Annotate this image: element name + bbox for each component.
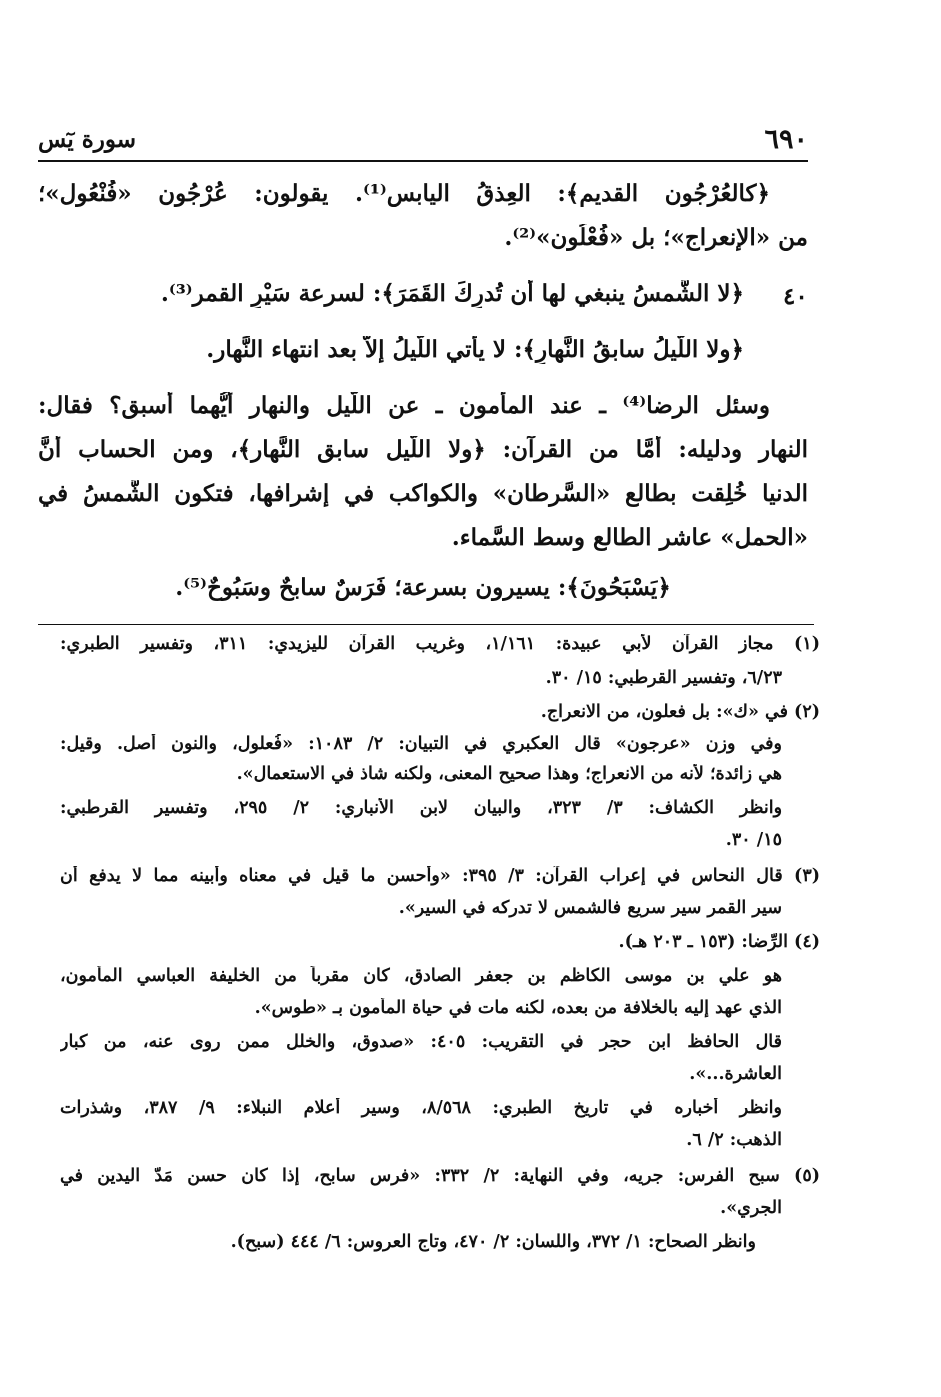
footnote-line: (١) مجاز القرآن لأبي عبيدة: ١/١٦١، وغريب القرآن لليزيدي: ٣١١، وتفسير الطبري: bbox=[60, 634, 820, 654]
footnote-line: وفي وزن «عرجون» قال العكبري في التبيان: ٢/ ١٠٨٣: «فُعلول، والنون أصل. وقيل: bbox=[60, 734, 782, 754]
main-line: ﴿ولا اللَّيلُ سابقُ النَّهارِ﴾: لا يأتي اللَّيلُ إلاَّ بعد انتهاء النَّهار. bbox=[206, 336, 744, 363]
verse-number: ٤٠ bbox=[783, 283, 808, 310]
footnote-line: سير القمر سير سريع فالشمس لا تدركه في السير». bbox=[398, 898, 782, 918]
main-line: ﴿كالعُرْجُون القديم﴾: العِذقُ اليابس⁽¹⁾. يقولون: عُرْجُون «فُنْعُول»؛ bbox=[38, 180, 770, 207]
main-line: ﴿يَسْبَحُونَ﴾: يسيرون بسرعة؛ فَرَسٌ سابحٌ وسَبُوحٌ⁽⁵⁾. bbox=[175, 574, 671, 601]
footnote-line: الجري». bbox=[720, 1198, 782, 1218]
footnote-line: وانظر أخباره في تاريخ الطبري: ٨/٥٦٨، وسير أعلام النبلاء: ٩/ ٣٨٧، وشذرات bbox=[60, 1098, 782, 1118]
footnote-line: ٦/٢٣، وتفسير القرطبي: ١٥/ ٣٠. bbox=[545, 668, 782, 688]
main-line: من «الإنعراج»؛ بل «فُعْلُون»⁽²⁾. bbox=[504, 224, 808, 251]
footnote-line: (٣) قال النحاس في إعراب القرآن: ٣/ ٣٩٥: «وأحسن ما قيل في معناه وأبينه مما لا يدفع أن bbox=[60, 866, 820, 886]
page-number: ٦٩٠ bbox=[764, 124, 808, 155]
footnote-line: (٥) سبح الفرس: جريه، وفي النهاية: ٢/ ٣٣٢: «فرس سابح، إذا كان حسن مَدّ اليدين في bbox=[60, 1166, 820, 1186]
main-line: «الحمل» عاشر الطالع وسط السَّماء. bbox=[451, 524, 808, 551]
footnote-line: (٤) الرِّضا: (١٥٣ ـ ٢٠٣ هـ). bbox=[618, 932, 820, 952]
footnote-line: (٢) في «ك»: بل فعلون، من الانعراج. bbox=[540, 702, 820, 722]
footnote-line: العاشرة...». bbox=[689, 1064, 782, 1084]
header-divider bbox=[38, 160, 808, 162]
footnote-line: وانظر الصحاح: ١/ ٣٧٢، واللسان: ٢/ ٤٧٠، وتاج العروس: ٦/ ٤٤٤ (سبح). bbox=[230, 1232, 756, 1252]
footnote-divider bbox=[38, 624, 814, 625]
footnote-line: هي زائدة؛ لأنه من الانعراج؛ وهذا صحيح المعنى، ولكنه شاذ في الاستعمال». bbox=[236, 764, 782, 784]
surah-name: سورة يٓس bbox=[38, 126, 137, 153]
main-line: ﴿لا الشَّمسُ ينبغي لها أن تُدرِكَ القَمَرَ﴾: لسرعة سَيْرِ القمر⁽³⁾. bbox=[160, 280, 744, 307]
footnote-line: الذي عهد إليه بالخلافة من بعده، لكنه مات في حياة المأمون بـ «طوس». bbox=[254, 998, 782, 1018]
footnote-line: وانظر الكشاف: ٣/ ٣٢٣، والبيان لابن الأنباري: ٢/ ٢٩٥، وتفسير القرطبي: bbox=[60, 798, 782, 818]
main-line: النهار ودليله: أمَّا من القرآن: ﴿ولا اللَّيل سابق النَّهار﴾، ومن الحساب أنَّ bbox=[38, 436, 808, 463]
main-line: وسئل الرضا⁽⁴⁾ ـ عند المأمون ـ عن اللَّيل والنهار أيُّهما أسبق؟ فقال: bbox=[38, 392, 770, 419]
footnote-line: ١٥/ ٣٠. bbox=[725, 830, 782, 850]
page-header bbox=[38, 120, 808, 162]
footnote-line: الذهب: ٢/ ٦. bbox=[686, 1130, 782, 1150]
footnote-line: هو علي بن موسى الكاظم بن جعفر الصادق، كان مقرباً من الخليفة العباسي المأمون، bbox=[60, 966, 782, 986]
footnote-line: قال الحافظ ابن حجر في التقريب: ٤٠٥: «صدوق، والخلل ممن روى عنه، من كبار bbox=[60, 1032, 782, 1052]
main-line: الدنيا خُلِقت بطالع «السَّرطان» والكواكب في إشرافها، فتكون الشَّمسُ في bbox=[38, 480, 808, 507]
